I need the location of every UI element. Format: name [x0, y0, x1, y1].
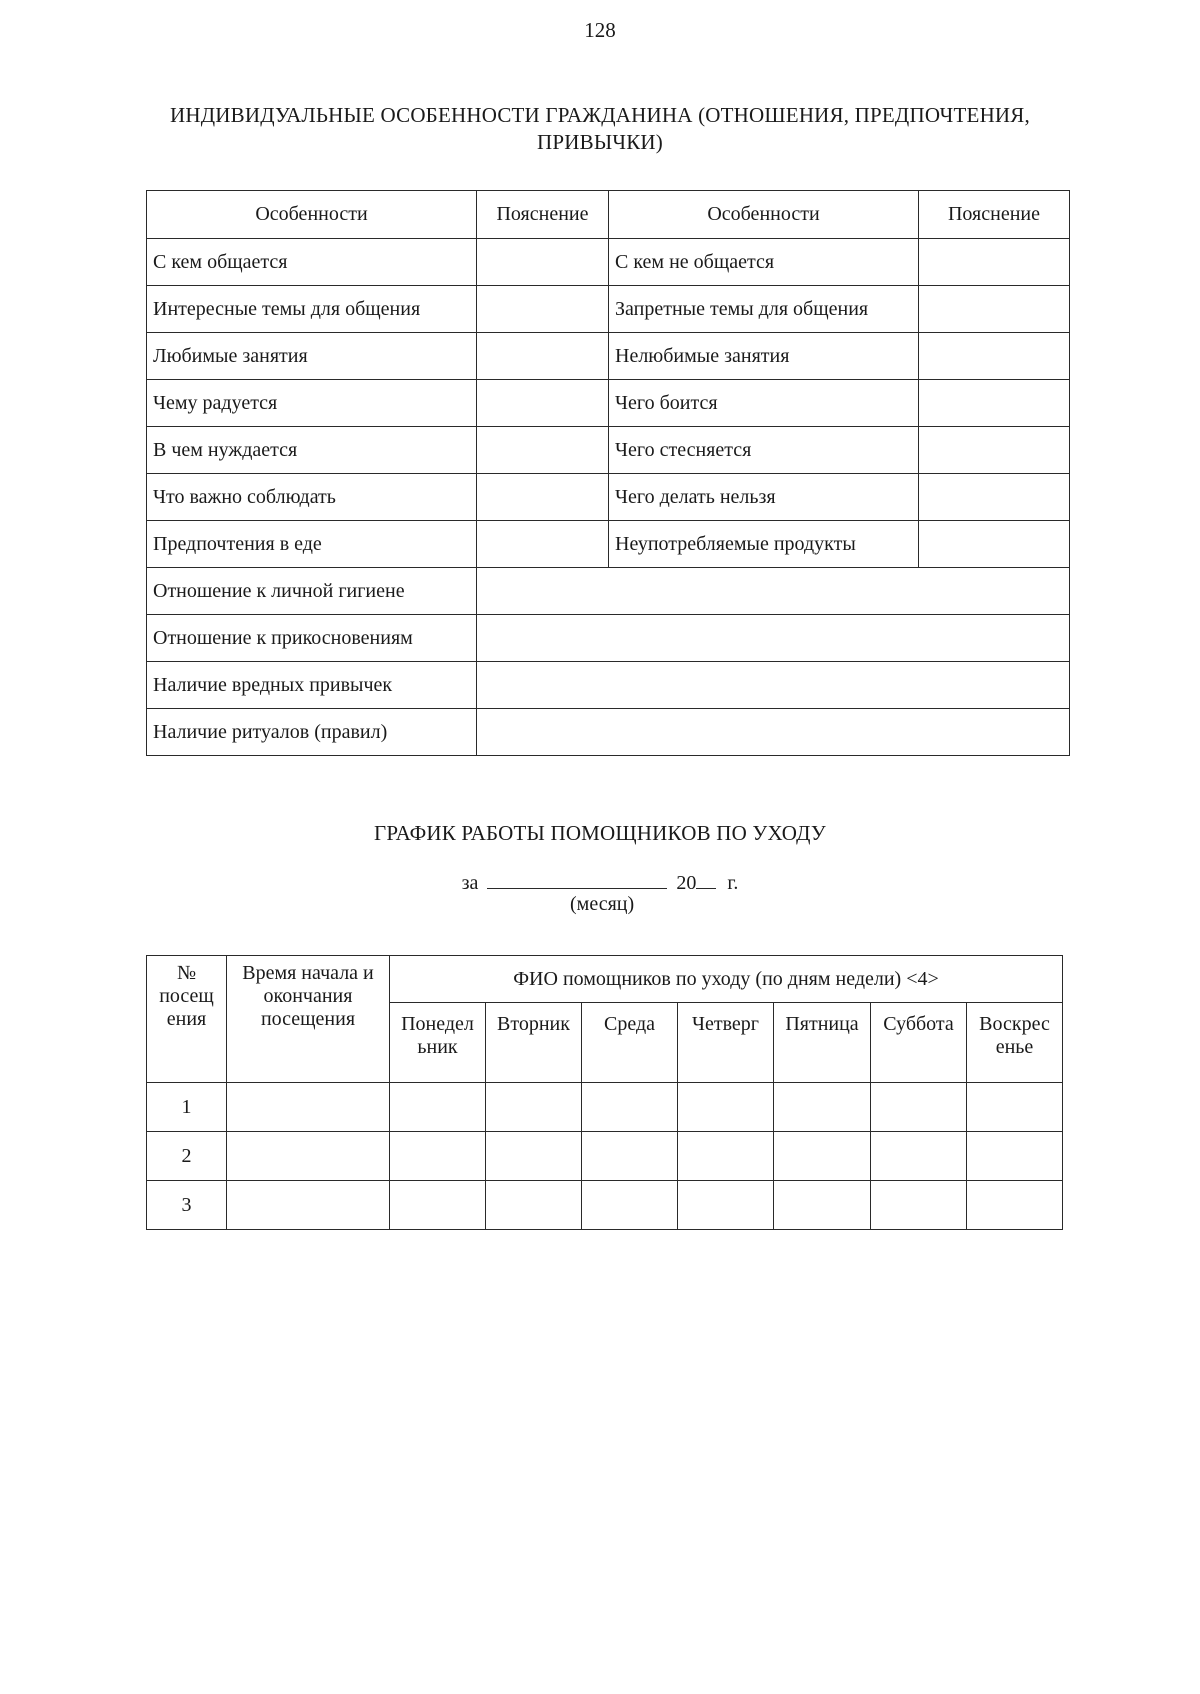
period-suffix: г. — [727, 872, 739, 894]
year-field[interactable] — [696, 868, 716, 889]
header-day-thursday: Четверг — [678, 1003, 774, 1083]
header-visit-line: посещ — [159, 985, 214, 1007]
header-visit-number — [147, 956, 227, 1083]
explanation-wide-cell[interactable] — [477, 615, 1070, 662]
header-day-tuesday: Вторник — [486, 1003, 582, 1083]
feature-left: Любимые занятия — [147, 333, 477, 380]
header-time-line: посещения — [260, 1008, 356, 1030]
explanation-cell[interactable] — [919, 427, 1070, 474]
table-row — [147, 521, 1070, 568]
feature-left: Что важно соблюдать — [147, 474, 477, 521]
day-cell[interactable] — [486, 1181, 582, 1230]
table-row — [147, 709, 1070, 756]
day-cell[interactable] — [582, 1083, 678, 1132]
day-cell[interactable] — [390, 1132, 486, 1181]
header-assistant-names: ФИО помощников по уходу (по дням недели) <4> — [390, 956, 1063, 1003]
feature-right: С кем не общается — [609, 239, 919, 286]
day-cell[interactable] — [871, 1083, 967, 1132]
table-row — [147, 1132, 1063, 1181]
section2-title: ГРАФИК РАБОТЫ ПОМОЩНИКОВ ПО УХОДУ — [374, 821, 826, 845]
period-line — [0, 868, 1200, 895]
feature-single: Отношение к прикосновениям — [147, 615, 477, 662]
day-cell[interactable] — [678, 1181, 774, 1230]
day-cell[interactable] — [390, 1083, 486, 1132]
explanation-cell[interactable] — [919, 380, 1070, 427]
day-cell[interactable] — [774, 1181, 871, 1230]
explanation-cell[interactable] — [919, 521, 1070, 568]
header-day-wednesday: Среда — [582, 1003, 678, 1083]
feature-single: Наличие ритуалов (правил) — [147, 709, 477, 756]
day-cell[interactable] — [582, 1132, 678, 1181]
explanation-cell[interactable] — [919, 333, 1070, 380]
explanation-wide-cell[interactable] — [477, 662, 1070, 709]
period-year: 20 — [676, 872, 697, 894]
feature-left: С кем общается — [147, 239, 477, 286]
table-row — [147, 662, 1070, 709]
day-cell[interactable] — [678, 1132, 774, 1181]
day-cell[interactable] — [967, 1083, 1063, 1132]
day-cell[interactable] — [871, 1132, 967, 1181]
day-label-line: Понедел — [401, 1013, 474, 1035]
header-visit-time — [227, 956, 390, 1083]
feature-right: Запретные темы для общения — [609, 286, 919, 333]
visit-time-cell[interactable] — [227, 1083, 390, 1132]
feature-right: Чего стесняется — [609, 427, 919, 474]
table-row — [147, 1181, 1063, 1230]
visit-number: 3 — [147, 1181, 227, 1230]
page-number: 128 — [584, 18, 616, 42]
feature-right: Чего боится — [609, 380, 919, 427]
explanation-cell[interactable] — [919, 474, 1070, 521]
period-prefix: за — [461, 872, 479, 894]
explanation-wide-cell[interactable] — [477, 568, 1070, 615]
visit-time-cell[interactable] — [227, 1181, 390, 1230]
visit-time-cell[interactable] — [227, 1132, 390, 1181]
table-row — [147, 1083, 1063, 1132]
visit-number: 1 — [147, 1083, 227, 1132]
explanation-cell[interactable] — [477, 286, 609, 333]
day-cell[interactable] — [486, 1132, 582, 1181]
feature-left: В чем нуждается — [147, 427, 477, 474]
feature-left: Предпочтения в еде — [147, 521, 477, 568]
day-cell[interactable] — [774, 1083, 871, 1132]
feature-left: Интересные темы для общения — [147, 286, 477, 333]
day-label-line: Воскрес — [979, 1013, 1050, 1035]
month-field[interactable] — [487, 868, 667, 889]
explanation-cell[interactable] — [919, 239, 1070, 286]
header-features-left: Особенности — [147, 191, 477, 239]
feature-left: Чему радуется — [147, 380, 477, 427]
explanation-cell[interactable] — [477, 333, 609, 380]
header-day-sunday — [967, 1003, 1063, 1083]
day-cell[interactable] — [390, 1181, 486, 1230]
period-caption: (месяц) — [570, 893, 635, 915]
header-explanation-left: Пояснение — [477, 191, 609, 239]
explanation-cell[interactable] — [477, 239, 609, 286]
schedule-table — [146, 955, 1063, 1230]
day-cell[interactable] — [582, 1181, 678, 1230]
day-cell[interactable] — [967, 1181, 1063, 1230]
header-day-monday — [390, 1003, 486, 1083]
explanation-cell[interactable] — [477, 380, 609, 427]
header-visit-line: № — [176, 962, 197, 984]
explanation-cell[interactable] — [477, 474, 609, 521]
day-label-line: енье — [995, 1036, 1034, 1058]
header-time-line: Время начала и — [242, 962, 374, 984]
day-label-line: ьник — [417, 1036, 458, 1058]
table-row — [147, 568, 1070, 615]
header-time-line: окончания — [263, 985, 353, 1007]
feature-single: Отношение к личной гигиене — [147, 568, 477, 615]
explanation-wide-cell[interactable] — [477, 709, 1070, 756]
day-cell[interactable] — [486, 1083, 582, 1132]
explanation-cell[interactable] — [477, 521, 609, 568]
table-row — [147, 333, 1070, 380]
features-table — [146, 190, 1070, 756]
header-day-friday: Пятница — [774, 1003, 871, 1083]
explanation-cell[interactable] — [477, 427, 609, 474]
table-row — [147, 380, 1070, 427]
table-row — [147, 239, 1070, 286]
feature-right: Чего делать нельзя — [609, 474, 919, 521]
header-visit-line: ения — [166, 1008, 207, 1030]
visit-number: 2 — [147, 1132, 227, 1181]
header-features-right: Особенности — [609, 191, 919, 239]
table-row — [147, 615, 1070, 662]
day-cell[interactable] — [967, 1132, 1063, 1181]
header-day-saturday: Суббота — [871, 1003, 967, 1083]
feature-single: Наличие вредных привычек — [147, 662, 477, 709]
day-cell[interactable] — [774, 1132, 871, 1181]
table-row — [147, 427, 1070, 474]
feature-right: Неупотребляемые продукты — [609, 521, 919, 568]
table-row — [147, 474, 1070, 521]
day-cell[interactable] — [871, 1181, 967, 1230]
day-cell[interactable] — [678, 1083, 774, 1132]
table-row — [147, 286, 1070, 333]
header-explanation-right: Пояснение — [919, 191, 1070, 239]
feature-right: Нелюбимые занятия — [609, 333, 919, 380]
section1-title: ИНДИВИДУАЛЬНЫЕ ОСОБЕННОСТИ ГРАЖДАНИНА (ОТНОШЕНИЯ, ПРЕДПОЧТЕНИЯ, ПРИВЫЧКИ) — [170, 103, 1030, 154]
explanation-cell[interactable] — [919, 286, 1070, 333]
